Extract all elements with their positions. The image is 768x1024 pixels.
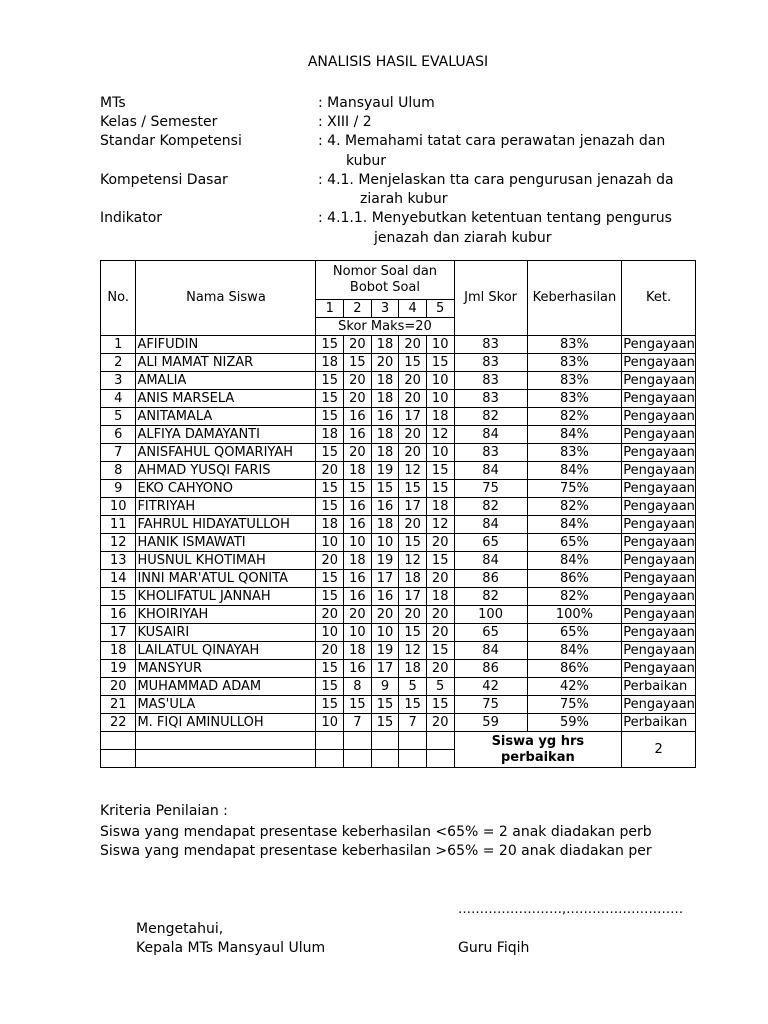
meta-value: : 4.1.1. Menyebutkan ketentuan tentang pengurus	[318, 210, 672, 226]
row-keberhasilan: 82%	[527, 498, 622, 516]
row-score-5: 20	[426, 570, 454, 588]
row-score-5: 20	[426, 624, 454, 642]
table-row	[101, 480, 696, 498]
header-soal-2: 2	[344, 300, 372, 318]
row-score-2: 18	[344, 462, 372, 480]
row-keberhasilan: 65%	[527, 534, 622, 552]
row-no: 17	[101, 624, 136, 642]
row-keberhasilan: 42%	[527, 678, 622, 696]
row-score-5: 15	[426, 462, 454, 480]
row-score-5: 15	[426, 642, 454, 660]
row-score-2: 20	[344, 336, 372, 354]
row-score-5: 10	[426, 372, 454, 390]
row-ket: Pengayaan	[623, 354, 695, 370]
row-ket: Pengayaan	[623, 552, 695, 568]
row-keberhasilan: 59%	[527, 714, 622, 732]
row-score-4: 5	[399, 678, 427, 696]
empty-cell	[316, 732, 344, 750]
row-score-3: 10	[371, 534, 399, 552]
document-title: ANALISIS HASIL EVALUASI	[307, 54, 489, 70]
row-ket: Pengayaan	[623, 408, 695, 424]
table-row	[101, 606, 696, 624]
meta-kompetensi-dasar-cont: ziarah kubur	[360, 191, 448, 207]
empty-cell	[399, 750, 427, 768]
row-name: M. FIQI AMINULLOH	[136, 714, 316, 732]
row-ket: Pengayaan	[623, 642, 695, 658]
row-no: 21	[101, 696, 136, 714]
row-keberhasilan: 83%	[527, 390, 622, 408]
table-row	[101, 354, 696, 372]
table-row	[101, 570, 696, 588]
row-no: 13	[101, 552, 136, 570]
row-score-4: 15	[399, 624, 427, 642]
row-score-5: 5	[426, 678, 454, 696]
row-score-1: 15	[316, 678, 344, 696]
row-score-4: 12	[399, 552, 427, 570]
table-row	[101, 390, 696, 408]
row-score-3: 15	[371, 696, 399, 714]
row-no: 22	[101, 714, 136, 732]
row-keberhasilan: 82%	[527, 588, 622, 606]
row-no: 20	[101, 678, 136, 696]
row-no: 1	[101, 336, 136, 354]
row-score-3: 19	[371, 462, 399, 480]
row-score-5: 12	[426, 426, 454, 444]
meta-label: Indikator	[100, 210, 163, 226]
table-row	[101, 660, 696, 678]
row-no: 7	[101, 444, 136, 462]
row-score-2: 7	[344, 714, 372, 732]
header-ket: Ket.	[622, 261, 696, 336]
row-score-3: 18	[371, 444, 399, 462]
row-ket: Pengayaan	[623, 498, 695, 514]
row-score-2: 18	[344, 642, 372, 660]
row-score-5: 18	[426, 588, 454, 606]
row-keberhasilan: 83%	[527, 354, 622, 372]
empty-cell	[399, 732, 427, 750]
row-score-1: 18	[316, 426, 344, 444]
table-row	[101, 696, 696, 714]
row-score-4: 17	[399, 588, 427, 606]
row-score-1: 20	[316, 606, 344, 624]
row-name: FITRIYAH	[136, 498, 316, 516]
row-ket: Pengayaan	[623, 570, 695, 586]
table-row	[101, 624, 696, 642]
row-score-5: 15	[426, 696, 454, 714]
row-no: 16	[101, 606, 136, 624]
row-score-2: 15	[344, 480, 372, 498]
header-skor-maks: Skor Maks=20	[316, 318, 454, 336]
row-keberhasilan: 86%	[527, 570, 622, 588]
meta-standar-kompetensi-cont: kubur	[346, 153, 387, 169]
row-score-2: 20	[344, 390, 372, 408]
row-name: MUHAMMAD ADAM	[136, 678, 316, 696]
row-keberhasilan: 65%	[527, 624, 622, 642]
empty-cell	[136, 750, 316, 768]
row-jml-skor: 86	[454, 570, 527, 588]
row-score-1: 15	[316, 336, 344, 354]
row-score-4: 17	[399, 498, 427, 516]
signature-left-line-2: Kepala MTs Mansyaul Ulum	[136, 940, 326, 956]
table-row	[101, 678, 696, 696]
row-name: ANITAMALA	[136, 408, 316, 426]
row-score-4: 12	[399, 642, 427, 660]
row-name: KHOIRIYAH	[136, 606, 316, 624]
row-no: 3	[101, 372, 136, 390]
row-jml-skor: 84	[454, 516, 527, 534]
row-ket: Pengayaan	[623, 480, 695, 496]
table-row	[101, 372, 696, 390]
row-score-5: 10	[426, 390, 454, 408]
header-name: Nama Siswa	[136, 261, 316, 336]
summary-row	[101, 732, 696, 750]
row-score-4: 15	[399, 354, 427, 372]
row-keberhasilan: 75%	[527, 480, 622, 498]
row-score-3: 19	[371, 552, 399, 570]
row-jml-skor: 75	[454, 480, 527, 498]
table-row	[101, 408, 696, 426]
row-score-1: 20	[316, 462, 344, 480]
row-score-5: 10	[426, 444, 454, 462]
row-jml-skor: 65	[454, 534, 527, 552]
row-keberhasilan: 84%	[527, 552, 622, 570]
row-score-2: 16	[344, 408, 372, 426]
criteria-heading: Kriteria Penilaian :	[100, 803, 228, 819]
table-row	[101, 444, 696, 462]
row-keberhasilan: 84%	[527, 642, 622, 660]
row-name: MAS'ULA	[136, 696, 316, 714]
row-ket: Pengayaan	[623, 372, 695, 388]
row-no: 8	[101, 462, 136, 480]
row-jml-skor: 42	[454, 678, 527, 696]
row-jml-skor: 84	[454, 552, 527, 570]
empty-cell	[136, 732, 316, 750]
row-score-2: 16	[344, 570, 372, 588]
row-score-4: 18	[399, 570, 427, 588]
row-score-2: 16	[344, 588, 372, 606]
row-score-3: 19	[371, 642, 399, 660]
row-score-4: 20	[399, 516, 427, 534]
row-score-2: 10	[344, 624, 372, 642]
row-name: ANIS MARSELA	[136, 390, 316, 408]
row-score-3: 20	[371, 354, 399, 372]
row-score-3: 18	[371, 372, 399, 390]
table-row	[101, 516, 696, 534]
row-score-3: 17	[371, 660, 399, 678]
row-jml-skor: 86	[454, 660, 527, 678]
row-score-1: 18	[316, 516, 344, 534]
row-score-4: 20	[399, 426, 427, 444]
row-score-3: 18	[371, 390, 399, 408]
row-name: AFIFUDIN	[136, 336, 316, 354]
row-score-4: 15	[399, 534, 427, 552]
row-keberhasilan: 84%	[527, 462, 622, 480]
row-jml-skor: 83	[454, 354, 527, 372]
row-score-5: 12	[426, 516, 454, 534]
table-row	[101, 642, 696, 660]
row-score-4: 20	[399, 606, 427, 624]
empty-cell	[101, 750, 136, 768]
empty-cell	[371, 750, 399, 768]
row-ket: Pengayaan	[623, 390, 695, 406]
row-keberhasilan: 83%	[527, 444, 622, 462]
row-score-1: 20	[316, 642, 344, 660]
row-no: 2	[101, 354, 136, 372]
signature-right-title: Guru Fiqih	[458, 940, 530, 956]
meta-label: Kelas / Semester	[100, 114, 218, 130]
row-score-4: 12	[399, 462, 427, 480]
row-score-4: 20	[399, 444, 427, 462]
meta-label: MTs	[100, 95, 126, 111]
row-score-2: 16	[344, 498, 372, 516]
row-score-3: 15	[371, 480, 399, 498]
row-jml-skor: 59	[454, 714, 527, 732]
row-score-3: 9	[371, 678, 399, 696]
table-row	[101, 498, 696, 516]
row-keberhasilan: 83%	[527, 372, 622, 390]
row-score-1: 15	[316, 480, 344, 498]
row-ket: Pengayaan	[623, 336, 695, 352]
meta-value: : Mansyaul Ulum	[318, 95, 435, 111]
row-score-1: 18	[316, 354, 344, 372]
row-score-5: 20	[426, 714, 454, 732]
row-score-3: 17	[371, 570, 399, 588]
row-score-2: 20	[344, 444, 372, 462]
row-no: 10	[101, 498, 136, 516]
row-no: 14	[101, 570, 136, 588]
row-ket: Pengayaan	[623, 660, 695, 676]
row-name: KUSAIRI	[136, 624, 316, 642]
row-no: 19	[101, 660, 136, 678]
row-ket: Pengayaan	[623, 696, 695, 712]
meta-label: Standar Kompetensi	[100, 133, 242, 149]
criteria-line-1: Siswa yang mendapat presentase keberhasilan <65% = 2 anak diadakan perb	[100, 824, 652, 840]
row-keberhasilan: 86%	[527, 660, 622, 678]
row-score-1: 15	[316, 390, 344, 408]
criteria-line-2: Siswa yang mendapat presentase keberhasilan >65% = 20 anak diadakan per	[100, 843, 652, 859]
summary-label: Siswa yg hrs perbaikan	[454, 732, 622, 768]
row-ket: Pengayaan	[623, 516, 695, 532]
row-ket: Perbaikan	[622, 714, 696, 732]
row-score-5: 15	[426, 552, 454, 570]
row-score-5: 15	[426, 480, 454, 498]
row-score-2: 20	[344, 372, 372, 390]
header-soal-1: 1	[316, 300, 344, 318]
row-score-5: 10	[426, 336, 454, 354]
row-name: INNI MAR'ATUL QONITA	[136, 570, 316, 588]
empty-cell	[344, 750, 372, 768]
row-jml-skor: 75	[454, 696, 527, 714]
row-score-3: 16	[371, 408, 399, 426]
empty-cell	[101, 732, 136, 750]
header-no: No.	[101, 261, 136, 336]
row-keberhasilan: 84%	[527, 516, 622, 534]
header-jml: Jml Skor	[454, 261, 527, 336]
row-score-2: 15	[344, 696, 372, 714]
row-name: AMALIA	[136, 372, 316, 390]
empty-cell	[371, 732, 399, 750]
row-no: 4	[101, 390, 136, 408]
row-score-1: 15	[316, 408, 344, 426]
row-score-4: 18	[399, 660, 427, 678]
row-score-4: 15	[399, 696, 427, 714]
row-score-2: 15	[344, 354, 372, 372]
row-name: ALI MAMAT NIZAR	[136, 354, 316, 372]
row-ket: Perbaikan	[622, 678, 696, 696]
row-name: FAHRUL HIDAYATULLOH	[136, 516, 316, 534]
row-jml-skor: 83	[454, 444, 527, 462]
table-row	[101, 714, 696, 732]
table-row	[101, 336, 696, 354]
row-score-4: 15	[399, 480, 427, 498]
header-soal-4: 4	[399, 300, 427, 318]
row-jml-skor: 83	[454, 372, 527, 390]
row-score-4: 20	[399, 372, 427, 390]
row-jml-skor: 84	[454, 426, 527, 444]
row-score-4: 17	[399, 408, 427, 426]
row-keberhasilan: 82%	[527, 408, 622, 426]
row-jml-skor: 82	[454, 498, 527, 516]
empty-cell	[316, 750, 344, 768]
row-score-2: 10	[344, 534, 372, 552]
header-soal-3: 3	[371, 300, 399, 318]
row-score-1: 15	[316, 660, 344, 678]
row-score-3: 16	[371, 498, 399, 516]
row-score-5: 20	[426, 660, 454, 678]
row-name: KHOLIFATUL JANNAH	[136, 588, 316, 606]
row-score-3: 18	[371, 516, 399, 534]
meta-label: Kompetensi Dasar	[100, 172, 228, 188]
row-no: 9	[101, 480, 136, 498]
row-score-1: 10	[316, 624, 344, 642]
row-keberhasilan: 83%	[527, 336, 622, 354]
row-no: 18	[101, 642, 136, 660]
row-jml-skor: 100	[454, 606, 527, 624]
meta-value: : 4. Memahami tatat cara perawatan jenazah dan	[318, 133, 666, 149]
row-ket: Pengayaan	[623, 534, 695, 550]
row-jml-skor: 65	[454, 624, 527, 642]
signature-date-dots: ……………………,………………………	[458, 902, 684, 917]
row-keberhasilan: 75%	[527, 696, 622, 714]
row-score-2: 8	[344, 678, 372, 696]
table-row	[101, 426, 696, 444]
row-score-4: 7	[399, 714, 427, 732]
row-score-3: 20	[371, 606, 399, 624]
row-score-3: 18	[371, 426, 399, 444]
row-score-4: 20	[399, 390, 427, 408]
row-name: HANIK ISMAWATI	[136, 534, 316, 552]
summary-value: 2	[622, 732, 696, 768]
header-keberhasilan: Keberhasilan	[527, 261, 622, 336]
row-score-5: 20	[426, 534, 454, 552]
empty-cell	[344, 732, 372, 750]
row-score-2: 20	[344, 606, 372, 624]
row-score-5: 15	[426, 354, 454, 372]
row-ket: Pengayaan	[623, 624, 695, 640]
row-score-2: 16	[344, 516, 372, 534]
row-name: HUSNUL KHOTIMAH	[136, 552, 316, 570]
row-score-2: 18	[344, 552, 372, 570]
meta-indikator-cont: jenazah dan ziarah kubur	[374, 230, 552, 246]
row-score-3: 10	[371, 624, 399, 642]
row-no: 6	[101, 426, 136, 444]
row-score-3: 18	[371, 336, 399, 354]
row-name: ALFIYA DAMAYANTI	[136, 426, 316, 444]
empty-cell	[426, 750, 454, 768]
row-score-5: 20	[426, 606, 454, 624]
row-score-1: 10	[316, 534, 344, 552]
row-keberhasilan: 100%	[527, 606, 622, 624]
row-name: MANSYUR	[136, 660, 316, 678]
row-no: 5	[101, 408, 136, 426]
row-jml-skor: 82	[454, 588, 527, 606]
row-ket: Pengayaan	[623, 462, 695, 478]
table-body	[101, 261, 696, 768]
row-score-1: 10	[316, 714, 344, 732]
evaluation-table	[100, 260, 696, 768]
table-row	[101, 462, 696, 480]
row-jml-skor: 82	[454, 408, 527, 426]
row-score-1: 15	[316, 570, 344, 588]
row-score-3: 15	[371, 714, 399, 732]
row-no: 15	[101, 588, 136, 606]
header-soal-group: Nomor Soal dan Bobot Soal	[316, 261, 454, 300]
meta-value: : 4.1. Menjelaskan tta cara pengurusan jenazah da	[318, 172, 674, 188]
row-jml-skor: 84	[454, 642, 527, 660]
row-name: AHMAD YUSQI FARIS	[136, 462, 316, 480]
signature-left-line-1: Mengetahui,	[136, 921, 224, 937]
row-score-3: 16	[371, 588, 399, 606]
row-name: EKO CAHYONO	[136, 480, 316, 498]
row-no: 12	[101, 534, 136, 552]
row-name: ANISFAHUL QOMARIYAH	[136, 444, 316, 462]
row-score-1: 15	[316, 372, 344, 390]
row-jml-skor: 84	[454, 462, 527, 480]
row-name: LAILATUL QINAYAH	[136, 642, 316, 660]
row-score-5: 18	[426, 498, 454, 516]
empty-cell	[426, 732, 454, 750]
meta-value: : XIII / 2	[318, 114, 372, 130]
row-jml-skor: 83	[454, 336, 527, 354]
row-keberhasilan: 84%	[527, 426, 622, 444]
row-score-1: 20	[316, 552, 344, 570]
row-ket: Pengayaan	[623, 606, 695, 622]
header-row	[101, 261, 696, 300]
row-score-2: 16	[344, 426, 372, 444]
row-ket: Pengayaan	[623, 426, 695, 442]
row-no: 11	[101, 516, 136, 534]
table-row	[101, 588, 696, 606]
table-row	[101, 552, 696, 570]
table-row	[101, 534, 696, 552]
row-score-1: 15	[316, 444, 344, 462]
row-ket: Pengayaan	[623, 588, 695, 604]
header-soal-5: 5	[426, 300, 454, 318]
row-score-4: 20	[399, 336, 427, 354]
row-score-1: 15	[316, 696, 344, 714]
row-ket: Pengayaan	[623, 444, 695, 460]
row-score-1: 15	[316, 498, 344, 516]
row-jml-skor: 83	[454, 390, 527, 408]
row-score-5: 18	[426, 408, 454, 426]
row-score-2: 16	[344, 660, 372, 678]
row-score-1: 15	[316, 588, 344, 606]
